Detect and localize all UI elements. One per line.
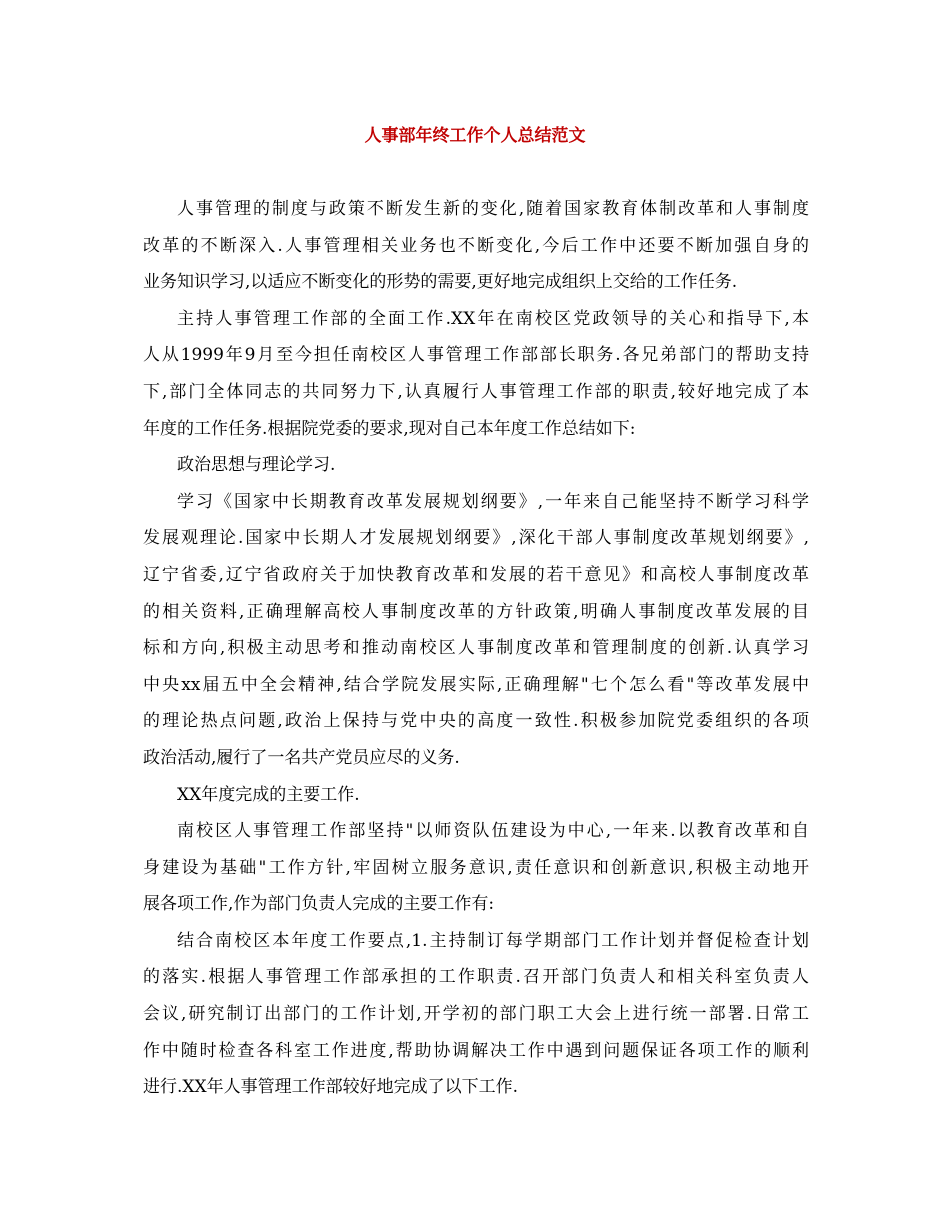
- text-line: 的落实.根据人事管理工作部承担的工作职责.召开部门负责人和相关科室负责人: [143, 967, 809, 988]
- paragraph: [143, 447, 809, 484]
- text-line: 政治活动,履行了一名共产党员应尽的义务.: [143, 747, 460, 768]
- text-line: 进行.XX年人事管理工作部较好地完成了以下工作.: [143, 1077, 519, 1098]
- text-line: 作中随时检查各科室工作进度,帮助协调解决工作中遇到问题保证各项工作的顺利: [143, 1040, 809, 1061]
- text-line: 主持人事管理工作部的全面工作.XX年在南校区党政领导的关心和指导下,本: [177, 308, 809, 329]
- text-line: 展各项工作,作为部门负责人完成的主要工作有:: [143, 894, 495, 915]
- text-line: 年度的工作任务.根据院党委的要求,现对自己本年度工作总结如下:: [143, 418, 636, 439]
- text-line: 人事管理的制度与政策不断发生新的变化,随着国家教育体制改革和人事制度: [177, 199, 809, 219]
- text-line: 辽宁省委,辽宁省政府关于加快教育改革和发展的若干意见》和高校人事制度改革: [143, 564, 809, 585]
- text-line: 人从1999年9月至今担任南校区人事管理工作部部长职务.各兄弟部门的帮助支持: [143, 345, 809, 366]
- text-line: 会议,研究制订出部门的工作计划,开学初的部门职工大会上进行统一部署.日常工: [143, 1004, 809, 1025]
- paragraph: [143, 813, 809, 923]
- text-line: 中央xx届五中全会精神,结合学院发展实际,正确理解"七个怎么看"等改革发展中: [143, 674, 809, 695]
- paragraph: [143, 777, 809, 814]
- text-line: 南校区人事管理工作部坚持"以师资队伍建设为中心,一年来.以教育改革和自: [177, 821, 809, 842]
- document-title: 人事部年终工作个人总结范文: [364, 126, 586, 146]
- text-line: 改革的不断深入.人事管理相关业务也不断变化,今后工作中还要不断加强自身的: [143, 235, 809, 256]
- document-body: [143, 191, 809, 1106]
- text-line: 的理论热点问题,政治上保持与党中央的高度一致性.积极参加院党委组织的各项: [143, 711, 809, 732]
- text-line: 政治思想与理论学习.: [177, 455, 336, 476]
- paragraph: [143, 191, 809, 301]
- text-line: 的相关资料,正确理解高校人事制度改革的方针政策,明确人事制度改革发展的目: [143, 601, 809, 622]
- text-line: 标和方向,积极主动思考和推动南校区人事制度改革和管理制度的创新.认真学习: [143, 638, 809, 659]
- text-line: XX年度完成的主要工作.: [177, 784, 360, 805]
- paragraph: [143, 923, 809, 1106]
- text-line: 业务知识学习,以适应不断变化的形势的需要,更好地完成组织上交给的工作任务.: [143, 272, 738, 293]
- paragraph: [143, 301, 809, 447]
- text-line: 身建设为基础"工作方针,牢固树立服务意识,责任意识和创新意识,积极主动地开: [143, 857, 809, 878]
- text-line: 下,部门全体同志的共同努力下,认真履行人事管理工作部的职责,较好地完成了本: [143, 381, 809, 402]
- text-line: 学习《国家中长期教育改革发展规划纲要》,一年来自己能坚持不断学习科学: [177, 491, 809, 512]
- text-line: 结合南校区本年度工作要点,1.主持制订每学期部门工作计划并督促检查计划: [177, 930, 809, 951]
- paragraph: [143, 484, 809, 777]
- text-line: 发展观理论.国家中长期人才发展规划纲要》,深化干部人事制度改革规划纲要》,: [143, 528, 809, 549]
